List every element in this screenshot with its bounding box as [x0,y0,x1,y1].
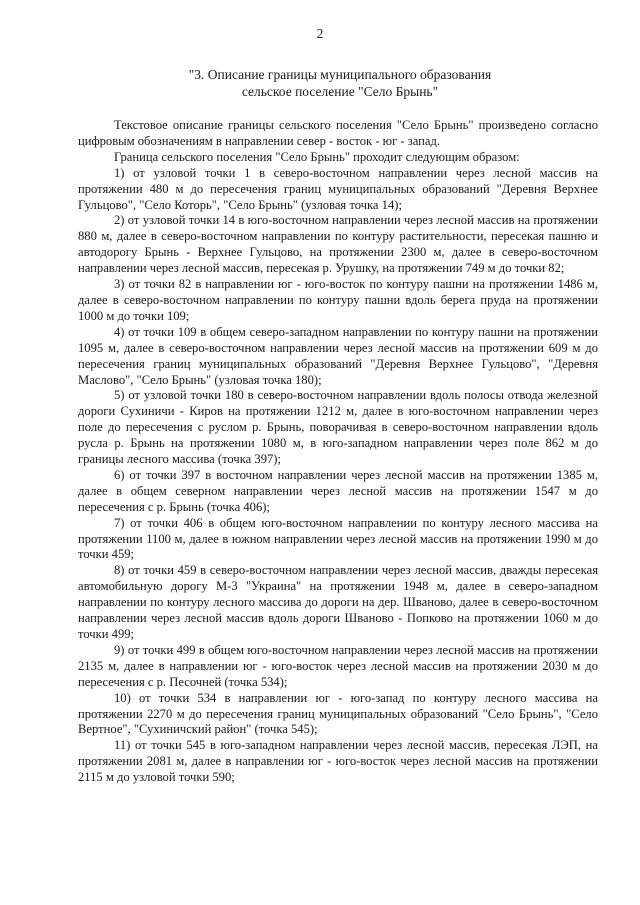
paragraph-item-11: 11) от точки 545 в юго-западном направлении через лесной массив, пересекая ЛЭП, на протяжении 2081 м, далее в направлении юг - юго-восток через лесной массив на протяжении 2115 м до узловой точки 590; [78,738,598,785]
paragraph-item-8: 8) от точки 459 в северо-восточном направлении через лесной массив, дважды пересекая автомобильную дорогу М-3 "Украина" на протяжении 1948 м, далее в северо-западном направлении по контуру лесного массива до дороги на дер. Шваново, далее в северо-восточном направлении через лесной массив вдоль дороги Шваново - Попково на протяжении 1060 м до точки 499; [78,563,598,641]
paragraph-item-4: 4) от точки 109 в общем северо-западном направлении по контуру пашни на протяжении 1095 м, далее в северо-восточном направлении через лесной массив на протяжении 609 м до пересечения границ муниципальных образований "Деревня Верхнее Гульцово", "Деревня Маслово", "Село Брынь" (узловая точка 180); [78,324,598,387]
page-number: 2 [316,26,324,41]
paragraph-item-5: 5) от узловой точки 180 в северо-восточном направлении вдоль полосы отвода железной дороги Сухиничи - Киров на протяжении 1212 м, далее в юго-восточном направлении через поле до пересечения с руслом р. Брынь, поворачивая в северо-восточном направлении вдоль русла р. Брынь на протяжении 1080 м, в юго-западном направлении через поле 862 м до границы лесного массива (точка 397); [78,388,598,467]
paragraph-boundary-lead: Граница сельского поселения "Село Брынь" проходит следующим образом: [114,149,520,164]
paragraph-item-10: 10) от точки 534 в направлении юг - юго-запад по контуру лесного массива на протяжении 2270 м до пересечения границ муниципальных образований "Село Брынь", "Село Вертное", "Сухиничский район" (точка 545); [78,690,598,737]
paragraph-item-3: 3) от точки 82 в направлении юг - юго-восток по контуру пашни на протяжении 1486 м, далее в северо-восточном направлении по контуру пашни вдоль берега пруда на протяжении 1000 м до точки 109; [78,277,598,323]
section-heading [60,66,620,100]
paragraph-item-9: 9) от точки 499 в общем юго-восточном направлении через лесной массив на протяжении 2135 м, далее в направлении юг - юго-восток через лесной массив на протяжении 2030 м до пересечения с р. Песочней (точка 534); [78,642,598,689]
paragraph-item-7: 7) от точки 406 в общем юго-восточном направлении по контуру лесного массива на протяжении 1100 м, далее в южном направлении через лесной массив на протяжении 1990 м до точки 459; [78,515,598,562]
document-body [78,118,598,786]
paragraph-intro: Текстовое описание границы сельского поселения "Село Брынь" произведено согласно цифровым обозначениям в направлении север - восток - юг - запад. [78,118,598,148]
section-heading-line-2: сельское поселение "Село Брынь" [241,84,439,99]
paragraph-item-6: 6) от точки 397 в восточном направлении через лесной массив на протяжении 1385 м, далее в общем северном направлении через лесной массив на протяжении 1547 м до пересечения с р. Брынь (точка 406); [78,467,598,514]
paragraph-item-2: 2) от узловой точки 14 в юго-восточном направлении через лесной массив на протяжении 880 м, далее в северо-восточном направлении по контуру растительности, пересекая пашню и автодорогу Брынь - Верхнее Гульцово, на протяжении 2300 м, далее в северо-восточном направлении через лесной массив, пересекая р. Урушку, на протяжении 749 м до точки 82; [78,213,598,276]
paragraph-item-1: 1) от узловой точки 1 в северо-восточном направлении через лесной массив на протяжении 480 м до пересечения границ муниципальных образований "Деревня Верхнее Гульцово", "Село Которь", "Село Брынь" (узловая точка 14); [78,165,598,212]
section-heading-line-1: "3. Описание границы муниципального образования [188,67,492,82]
